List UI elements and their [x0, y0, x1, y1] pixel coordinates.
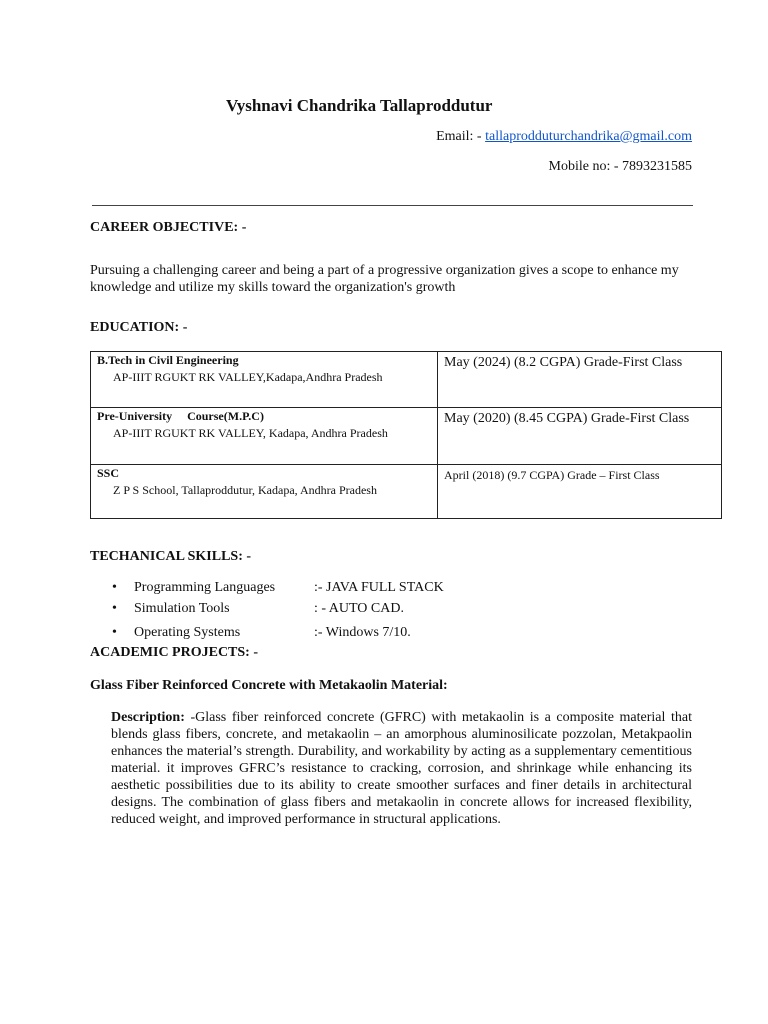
- education-result-cell: [438, 465, 722, 519]
- skill-label: Simulation Tools: [134, 601, 230, 616]
- education-result: May (2024) (8.2 CGPA) Grade-First Class: [444, 355, 683, 370]
- education-degree-cell: [91, 465, 438, 519]
- institution-name: Z P S School, Tallaproddutur, Kadapa, Andhra Pradesh: [113, 483, 377, 497]
- project-description: [111, 709, 692, 828]
- email-label: Email: -: [436, 129, 482, 144]
- bullet-icon: •: [112, 601, 117, 616]
- skill-label: Operating Systems: [134, 625, 241, 640]
- skill-value: : - AUTO CAD.: [314, 601, 404, 616]
- bullet-icon: •: [112, 625, 117, 640]
- career-objective-heading: CAREER OBJECTIVE: -: [90, 220, 247, 235]
- education-row: [91, 465, 722, 519]
- degree-title: SSC: [97, 466, 120, 480]
- skill-label: Programming Languages: [134, 580, 276, 595]
- mobile-number: Mobile no: - 7893231585: [548, 159, 692, 174]
- skill-value: :- Windows 7/10.: [314, 625, 411, 640]
- career-objective-text: Pursuing a challenging career and being a part of a progressive organization gives a scope to enhance my knowledge and utilize my skills toward the organization's growth: [90, 263, 679, 295]
- education-table: [90, 351, 722, 519]
- education-degree-cell: [91, 408, 438, 465]
- header-divider: [92, 205, 693, 206]
- institution-name: AP-IIIT RGUKT RK VALLEY,Kadapa,Andhra Pradesh: [113, 370, 383, 384]
- skill-value: :- JAVA FULL STACK: [314, 580, 444, 595]
- education-result: April (2018) (9.7 CGPA) Grade – First Class: [444, 468, 660, 482]
- email-line: [436, 129, 692, 145]
- email-link[interactable]: tallaprodduturchandrika@gmail.com: [485, 129, 692, 144]
- project-title: Glass Fiber Reinforced Concrete with Metakaolin Material:: [90, 678, 448, 693]
- degree-title: B.Tech in Civil Engineering: [97, 353, 239, 367]
- description-text: -Glass fiber reinforced concrete (GFRC) with metakaolin is a composite material that blends glass fibers, concrete, and metakaolin – an amorphous aluminosilicate pozzolan, Metakpaolin enhances the material’s strength. Durability, and workability by acting as a supplementary cementitious material. it improves GFRC’s resistance to cracking, corrosion, and shrinkage while enhancing its aesthetic possibilities due to its ability to create smoother surfaces and finer details in architectural designs. The combination of glass fibers and metakaolin in concrete allows for increased flexibility, reduced weight, and improved performance in structural applications.: [111, 710, 692, 827]
- description-label: Description:: [111, 710, 185, 725]
- institution-name: AP-IIIT RGUKT RK VALLEY, Kadapa, Andhra Pradesh: [113, 426, 388, 440]
- candidate-name: Vyshnavi Chandrika Tallaproddutur: [226, 96, 493, 115]
- education-result-cell: [438, 352, 722, 408]
- academic-projects-heading: ACADEMIC PROJECTS: -: [90, 645, 258, 660]
- education-result-cell: [438, 408, 722, 465]
- education-heading: EDUCATION: -: [90, 320, 188, 335]
- education-result: May (2020) (8.45 CGPA) Grade-First Class: [444, 411, 690, 426]
- technical-skills-heading: TECHANICAL SKILLS: -: [90, 549, 252, 564]
- education-row: [91, 408, 722, 465]
- education-degree-cell: [91, 352, 438, 408]
- education-row: [91, 352, 722, 408]
- bullet-icon: •: [112, 580, 117, 595]
- degree-title: Pre-University Course(M.P.C): [97, 409, 264, 423]
